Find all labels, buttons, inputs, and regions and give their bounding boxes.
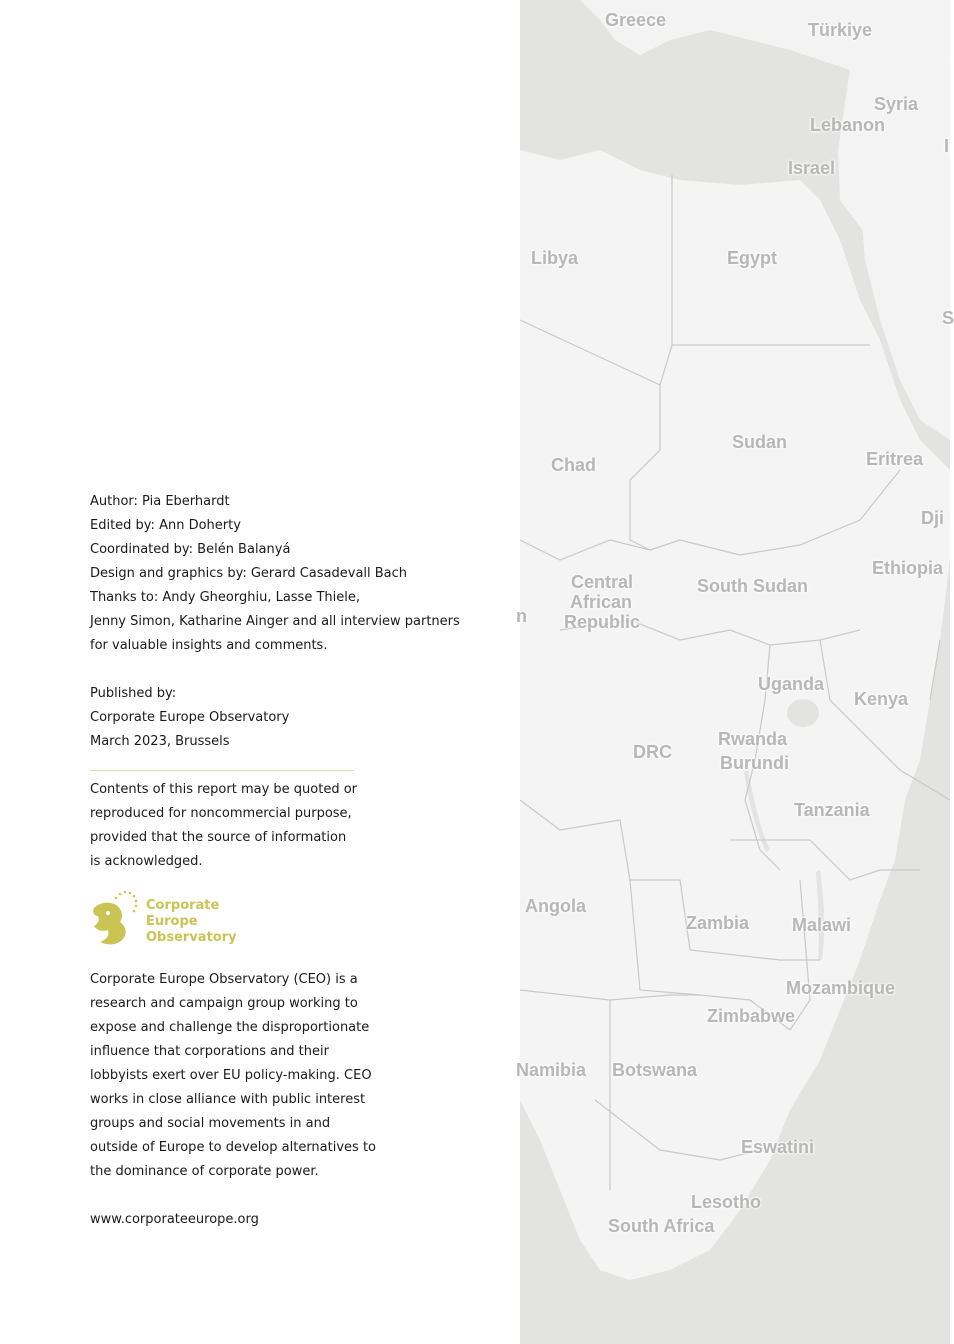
about-line-7: groups and social movements in and [90,1116,331,1131]
license-line-2: reproduced for noncommercial purpose, [90,806,352,821]
thanks-line-1: Thanks to: Andy Gheorghiu, Lasse Thiele, [90,590,360,605]
label-angola: Angola [525,896,586,916]
publisher-name: Corporate Europe Observatory [90,710,290,725]
website-block [90,1208,259,1232]
ceo-logo-wordmark [146,898,237,946]
label-sudan: Sudan [732,432,788,452]
thanks-line-3: for valuable insights and comments. [90,638,328,653]
about-line-6: works in close alliance with public interest [90,1092,366,1107]
map-land-shapes [520,0,950,1344]
logo-word-observatory: Observatory [146,930,237,945]
website-link[interactable]: www.corporateeurope.org [90,1212,259,1227]
label-malawi: Malawi [792,915,852,935]
label-botswana: Botswana [612,1060,698,1080]
label-chad: Chad [551,455,596,475]
about-block [90,968,376,1184]
logo-word-europe: Europe [146,914,198,929]
ceo-logo-icon [90,888,144,948]
label-rwanda: Rwanda [718,729,788,749]
publisher-block [90,682,289,754]
label-eswatini: Eswatini [741,1137,815,1157]
ceo-logo [90,888,250,950]
about-line-3: expose and challenge the disproportionate [90,1020,370,1035]
about-line-4: influence that corporations and their [90,1044,329,1059]
label-edge-i: I [944,136,950,156]
logo-word-corporate: Corporate [146,898,220,913]
label-turkiye: Türkiye [808,20,873,40]
thanks-line-2: Jenny Simon, Katharine Ainger and all interview partners [90,614,460,629]
label-south-africa: South Africa [608,1216,715,1236]
about-line-8: outside of Europe to develop alternatives to [90,1140,376,1155]
label-tanzania: Tanzania [794,800,870,820]
label-south-sudan: South Sudan [697,576,808,596]
author-line: Author: Pia Eberhardt [90,494,230,509]
label-djibouti: Dji [921,508,945,528]
coordinator-line: Coordinated by: Belén Balanyá [90,542,291,557]
label-edge-s: S [942,308,954,328]
license-line-1: Contents of this report may be quoted or [90,782,358,797]
label-lesotho: Lesotho [691,1192,761,1212]
about-line-2: research and campaign group working to [90,996,358,1011]
divider-line [90,770,354,771]
label-edge-n: n [516,606,527,626]
editor-line: Edited by: Ann Doherty [90,518,241,533]
label-israel: Israel [788,158,836,178]
label-car-3: Republic [564,612,641,632]
about-line-1: Corporate Europe Observatory (CEO) is a [90,972,358,987]
label-egypt: Egypt [727,248,778,268]
credits-block [90,490,460,658]
license-line-4: is acknowledged. [90,854,203,869]
label-zambia: Zambia [686,913,750,933]
label-burundi: Burundi [720,753,789,773]
label-syria: Syria [874,94,919,114]
label-zimbabwe: Zimbabwe [707,1006,796,1026]
label-namibia: Namibia [516,1060,587,1080]
label-greece: Greece [605,10,667,30]
label-eritrea: Eritrea [866,449,924,469]
license-line-3: provided that the source of information [90,830,347,845]
published-label: Published by: [90,686,177,701]
label-ethiopia: Ethiopia [872,558,943,578]
publication-date: March 2023, Brussels [90,734,230,749]
label-lebanon: Lebanon [810,115,885,135]
about-line-5: lobbyists exert over EU policy-making. CEO [90,1068,372,1083]
label-uganda: Uganda [758,674,825,694]
label-mozambique: Mozambique [786,978,896,998]
label-kenya: Kenya [854,689,909,709]
about-line-9: the dominance of corporate power. [90,1164,319,1179]
label-car-1: Central [571,572,634,592]
license-block [90,778,357,874]
design-line: Design and graphics by: Gerard Casadevall Bach [90,566,408,581]
africa-map [516,0,954,1344]
label-libya: Libya [531,248,579,268]
label-car-2: African [570,592,633,612]
label-drc: DRC [633,742,672,762]
